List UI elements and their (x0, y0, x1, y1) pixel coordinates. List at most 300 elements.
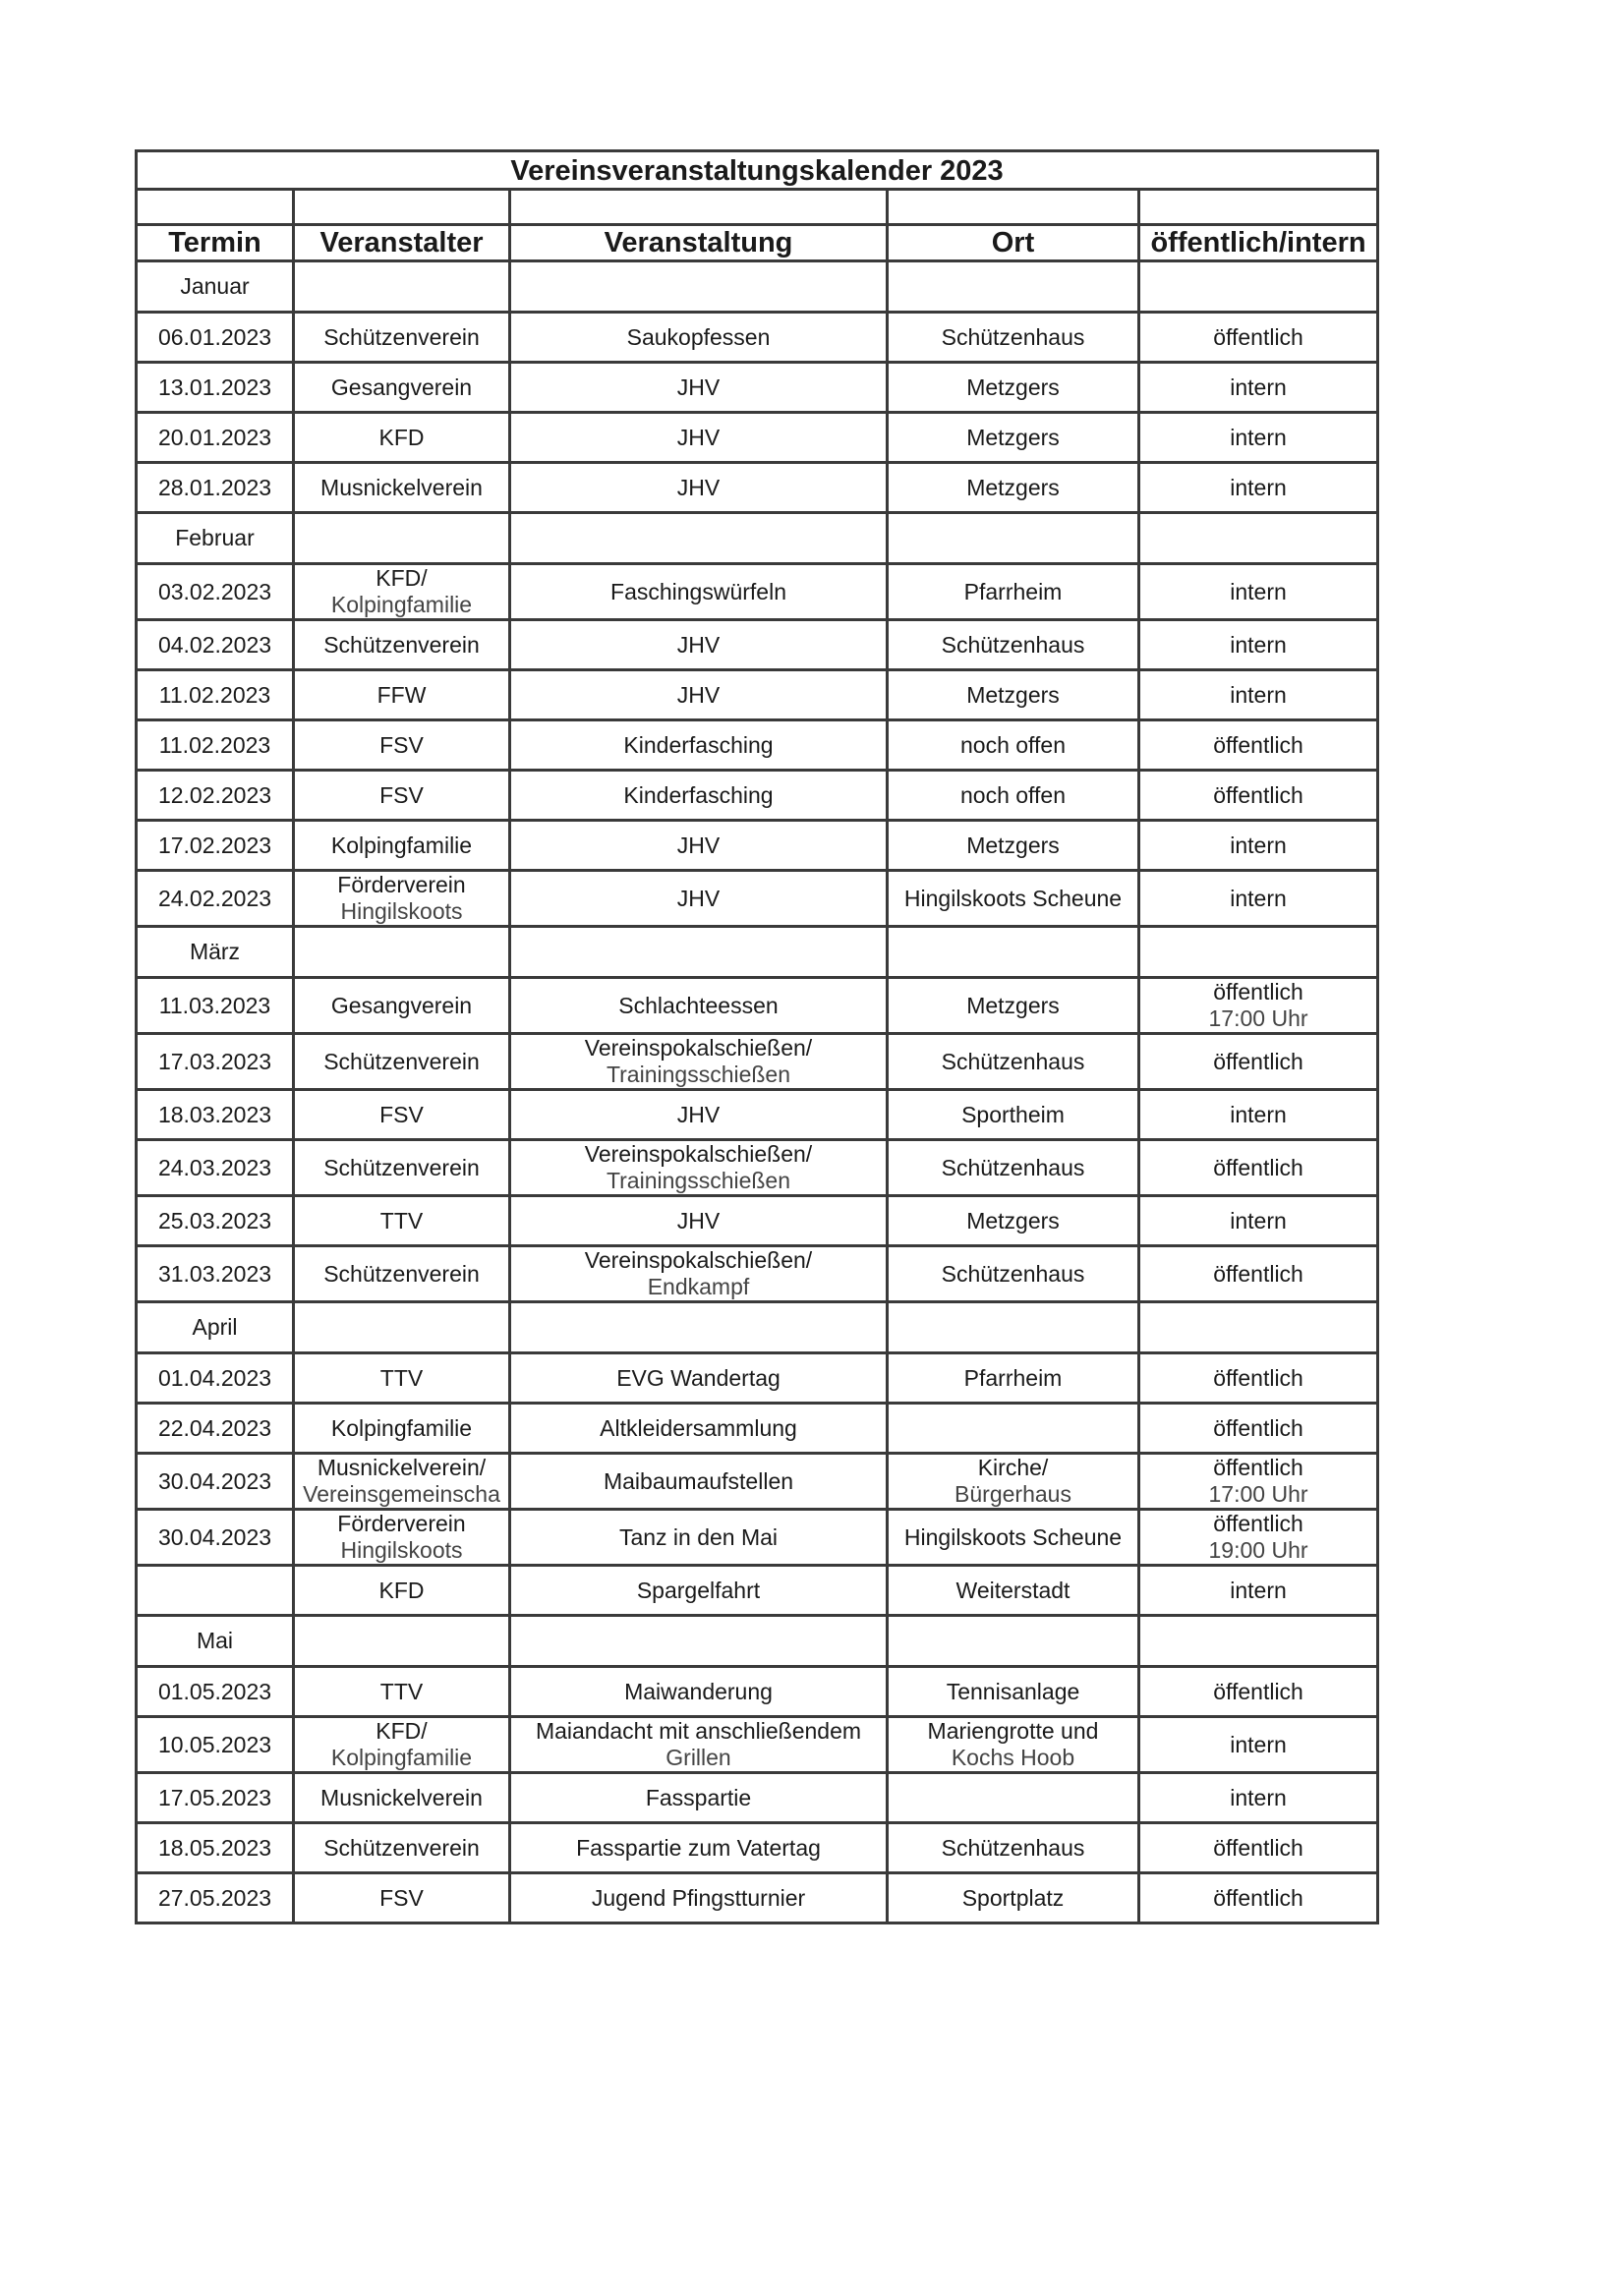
event-date: 27.05.2023 (137, 1873, 294, 1923)
event-name-line: JHV (676, 474, 721, 500)
event-organizer-line: Schützenverein (323, 1048, 480, 1074)
event-visibility (1139, 313, 1378, 363)
event-name (510, 1773, 888, 1823)
event-date: 31.03.2023 (137, 1246, 294, 1302)
event-organizer (294, 1090, 510, 1140)
event-organizer (294, 363, 510, 413)
event-organizer-line: Schützenverein (323, 631, 480, 658)
event-name-line: Trainingsschießen (606, 1168, 791, 1193)
event-visibility (1139, 821, 1378, 871)
event-date: 30.04.2023 (137, 1454, 294, 1510)
event-organizer-line: FSV (379, 731, 424, 758)
event-name-line: EVG Wandertag (616, 1364, 781, 1391)
event-name-line: Kinderfasching (623, 781, 774, 808)
event-visibility-line: öffentlich (1213, 1154, 1303, 1180)
empty-cell (1139, 1302, 1378, 1353)
event-location-line: noch offen (959, 781, 1066, 808)
event-visibility-line: intern (1230, 1577, 1287, 1603)
event-name-line: JHV (676, 885, 721, 911)
event-organizer-line: Musnickelverein/ (317, 1455, 487, 1480)
event-row (137, 313, 1378, 363)
event-name-line: JHV (676, 631, 721, 658)
event-row (137, 1353, 1378, 1404)
event-visibility (1139, 363, 1378, 413)
event-organizer-line: Gesangverein (330, 373, 473, 400)
event-location-line: Metzgers (966, 1207, 1060, 1234)
event-organizer (294, 670, 510, 720)
event-row (137, 1196, 1378, 1246)
event-name-line: Endkampf (647, 1274, 750, 1299)
event-visibility-line: öffentlich (1213, 1455, 1303, 1480)
event-visibility-line: öffentlich (1213, 1364, 1303, 1391)
month-row (137, 513, 1378, 564)
event-name (510, 363, 888, 413)
event-location-line: Metzgers (966, 474, 1060, 500)
event-date: 18.03.2023 (137, 1090, 294, 1140)
event-organizer-line: FSV (379, 781, 424, 808)
event-location (888, 1196, 1139, 1246)
event-visibility (1139, 720, 1378, 771)
event-organizer (294, 1196, 510, 1246)
event-visibility-line: 17:00 Uhr (1208, 1481, 1308, 1507)
empty-cell (510, 190, 888, 225)
empty-cell (137, 190, 294, 225)
event-row (137, 1034, 1378, 1090)
event-row (137, 413, 1378, 463)
event-date: 11.03.2023 (137, 978, 294, 1034)
event-visibility (1139, 771, 1378, 821)
event-organizer-line: Förderverein (337, 872, 466, 897)
empty-cell (888, 190, 1139, 225)
event-visibility (1139, 1717, 1378, 1773)
document-title: Vereinsveranstaltungskalender 2023 (137, 151, 1378, 190)
event-location (888, 1773, 1139, 1823)
event-location-line: Metzgers (966, 424, 1060, 450)
event-location-line: Schützenhaus (941, 1260, 1085, 1287)
empty-cell (1139, 1616, 1378, 1667)
event-location-line: Kirche/ (977, 1455, 1049, 1480)
event-row (137, 871, 1378, 927)
month-row (137, 261, 1378, 313)
event-organizer-line: KFD (378, 1577, 425, 1603)
event-row (137, 1140, 1378, 1196)
event-name (510, 1404, 888, 1454)
event-location (888, 1717, 1139, 1773)
event-visibility (1139, 1404, 1378, 1454)
event-location (888, 771, 1139, 821)
title-row (137, 151, 1378, 190)
event-name-line: Maibaumaufstellen (603, 1467, 794, 1494)
event-location-line: Pfarrheim (963, 578, 1063, 604)
event-name-line: Tanz in den Mai (618, 1523, 779, 1550)
empty-cell (294, 261, 510, 313)
event-name (510, 1717, 888, 1773)
event-organizer-line: FFW (376, 681, 427, 708)
event-location-line: Metzgers (966, 373, 1060, 400)
event-row (137, 1823, 1378, 1873)
event-visibility (1139, 871, 1378, 927)
event-visibility-line: 17:00 Uhr (1208, 1005, 1308, 1031)
event-location-line: Schützenhaus (941, 631, 1085, 658)
event-organizer (294, 1667, 510, 1717)
empty-cell (888, 1616, 1139, 1667)
event-name (510, 1196, 888, 1246)
event-visibility-line: intern (1230, 1784, 1287, 1810)
event-name-line: JHV (676, 832, 721, 858)
event-location-line: Sportplatz (961, 1884, 1065, 1911)
event-visibility (1139, 1823, 1378, 1873)
event-location (888, 313, 1139, 363)
event-location-line: Metzgers (966, 992, 1060, 1018)
event-organizer-line: Musnickelverein (320, 474, 483, 500)
event-location (888, 1454, 1139, 1510)
event-name (510, 1246, 888, 1302)
event-organizer-line: KFD/ (376, 1718, 428, 1744)
event-name (510, 871, 888, 927)
event-name-line: Maiwanderung (624, 1678, 773, 1704)
event-visibility-line: öffentlich (1213, 1414, 1303, 1441)
event-location-line: Pfarrheim (963, 1364, 1063, 1391)
event-organizer-line: TTV (379, 1364, 424, 1391)
event-date (137, 1566, 294, 1616)
event-visibility-line: intern (1230, 578, 1287, 604)
event-location (888, 463, 1139, 513)
event-location-line: Bürgerhaus (955, 1481, 1071, 1507)
event-date: 24.03.2023 (137, 1140, 294, 1196)
event-row (137, 1873, 1378, 1923)
event-name-line: Altkleidersammlung (600, 1414, 797, 1441)
event-name-line: Grillen (665, 1745, 731, 1770)
event-location (888, 413, 1139, 463)
event-organizer (294, 1823, 510, 1873)
event-name-line: JHV (676, 1101, 721, 1127)
event-date: 06.01.2023 (137, 313, 294, 363)
event-row (137, 363, 1378, 413)
event-organizer-line: Schützenverein (323, 1834, 480, 1861)
event-location (888, 1353, 1139, 1404)
event-name (510, 1090, 888, 1140)
event-visibility-line: öffentlich (1213, 1678, 1303, 1704)
empty-cell (888, 513, 1139, 564)
event-organizer-line: Musnickelverein (320, 1784, 483, 1810)
event-organizer (294, 821, 510, 871)
empty-cell (1139, 927, 1378, 978)
event-row (137, 1090, 1378, 1140)
event-row (137, 720, 1378, 771)
event-name-line: JHV (676, 424, 721, 450)
column-header-veranstaltung: Veranstaltung (510, 225, 888, 261)
event-visibility-line: öffentlich (1213, 781, 1303, 808)
event-location-line: Schützenhaus (941, 1834, 1085, 1861)
event-name (510, 821, 888, 871)
event-row (137, 620, 1378, 670)
event-organizer-line: FSV (379, 1101, 424, 1127)
event-date: 17.02.2023 (137, 821, 294, 871)
event-organizer (294, 871, 510, 927)
event-date: 12.02.2023 (137, 771, 294, 821)
month-row (137, 927, 1378, 978)
event-location (888, 978, 1139, 1034)
event-location (888, 1823, 1139, 1873)
event-name (510, 413, 888, 463)
event-organizer (294, 1034, 510, 1090)
event-location-line: Mariengrotte und (927, 1718, 1099, 1744)
event-date: 04.02.2023 (137, 620, 294, 670)
event-visibility-line: intern (1230, 424, 1287, 450)
event-organizer-line: FSV (379, 1884, 424, 1911)
event-visibility-line: 19:00 Uhr (1208, 1537, 1308, 1563)
event-location (888, 1034, 1139, 1090)
event-organizer (294, 1246, 510, 1302)
event-location (888, 821, 1139, 871)
column-header-ort: Ort (888, 225, 1139, 261)
event-organizer (294, 771, 510, 821)
event-visibility (1139, 978, 1378, 1034)
event-name-line: Kinderfasching (623, 731, 774, 758)
event-visibility-line: intern (1230, 1207, 1287, 1234)
event-row (137, 1667, 1378, 1717)
event-visibility-line: intern (1230, 1101, 1287, 1127)
event-date: 20.01.2023 (137, 413, 294, 463)
event-visibility-line: intern (1230, 832, 1287, 858)
event-location-line: Schützenhaus (941, 1048, 1085, 1074)
event-location (888, 1873, 1139, 1923)
month-label: April (137, 1302, 294, 1353)
event-name (510, 1823, 888, 1873)
empty-cell (510, 261, 888, 313)
empty-cell (294, 190, 510, 225)
event-name-line: Schlachteessen (618, 992, 779, 1018)
event-visibility (1139, 1566, 1378, 1616)
header-row (137, 225, 1378, 261)
event-name (510, 978, 888, 1034)
column-header-status: öffentlich/intern (1139, 225, 1378, 261)
event-visibility (1139, 1773, 1378, 1823)
empty-cell (510, 513, 888, 564)
event-location-line: Sportheim (961, 1101, 1065, 1127)
event-organizer (294, 1873, 510, 1923)
month-row (137, 1616, 1378, 1667)
event-name-line: Vereinspokalschießen/ (584, 1247, 813, 1273)
event-date: 30.04.2023 (137, 1510, 294, 1566)
event-date: 25.03.2023 (137, 1196, 294, 1246)
event-organizer (294, 1140, 510, 1196)
month-label: Februar (137, 513, 294, 564)
event-name (510, 670, 888, 720)
event-location-line: Metzgers (966, 681, 1060, 708)
event-visibility-line: öffentlich (1213, 1048, 1303, 1074)
event-visibility (1139, 1090, 1378, 1140)
event-name (510, 1454, 888, 1510)
event-visibility-line: intern (1230, 681, 1287, 708)
event-visibility (1139, 1873, 1378, 1923)
event-date: 17.03.2023 (137, 1034, 294, 1090)
event-location-line: Kochs Hoob (951, 1745, 1075, 1770)
event-organizer-line: TTV (379, 1207, 424, 1234)
event-name (510, 1566, 888, 1616)
event-visibility (1139, 1353, 1378, 1404)
event-visibility (1139, 670, 1378, 720)
event-date: 10.05.2023 (137, 1717, 294, 1773)
empty-cell (888, 927, 1139, 978)
spacer-row (137, 190, 1378, 225)
event-organizer-line: KFD (378, 424, 425, 450)
event-organizer (294, 1773, 510, 1823)
event-visibility (1139, 564, 1378, 620)
event-name-line: Fasspartie zum Vatertag (576, 1834, 821, 1861)
event-name (510, 463, 888, 513)
event-location (888, 564, 1139, 620)
event-date: 01.04.2023 (137, 1353, 294, 1404)
empty-cell (510, 1302, 888, 1353)
event-date: 22.04.2023 (137, 1404, 294, 1454)
event-name (510, 1667, 888, 1717)
event-visibility-line: öffentlich (1213, 1260, 1303, 1287)
event-name-line: Jugend Pfingstturnier (591, 1884, 806, 1911)
event-visibility (1139, 1140, 1378, 1196)
event-visibility-line: intern (1230, 885, 1287, 911)
event-visibility (1139, 1246, 1378, 1302)
event-calendar-table (135, 149, 1379, 1924)
event-visibility (1139, 1196, 1378, 1246)
event-organizer-line: Kolpingfamilie (330, 1414, 473, 1441)
event-name-line: Saukopfessen (626, 323, 771, 350)
event-organizer-line: Kolpingfamilie (330, 1745, 473, 1770)
event-name-line: Vereinspokalschießen/ (584, 1035, 813, 1061)
event-location (888, 1667, 1139, 1717)
event-visibility (1139, 620, 1378, 670)
column-header-termin: Termin (137, 225, 294, 261)
event-organizer (294, 313, 510, 363)
event-organizer (294, 1510, 510, 1566)
event-visibility (1139, 463, 1378, 513)
month-label: März (137, 927, 294, 978)
event-visibility-line: öffentlich (1213, 731, 1303, 758)
event-name (510, 1510, 888, 1566)
event-visibility (1139, 1034, 1378, 1090)
event-row (137, 1773, 1378, 1823)
event-name-line: Vereinspokalschießen/ (584, 1141, 813, 1167)
event-row (137, 670, 1378, 720)
event-row (137, 978, 1378, 1034)
event-organizer-line: Förderverein (337, 1511, 466, 1536)
event-organizer-line: Hingilskoots (340, 1537, 463, 1563)
event-visibility-line: öffentlich (1213, 979, 1303, 1004)
event-date: 11.02.2023 (137, 720, 294, 771)
event-location (888, 620, 1139, 670)
event-location-line: Schützenhaus (941, 323, 1085, 350)
event-name (510, 771, 888, 821)
event-name-line: JHV (676, 681, 721, 708)
event-visibility-line: öffentlich (1213, 1511, 1303, 1536)
empty-cell (294, 927, 510, 978)
event-location-line: Hingilskoots Scheune (903, 885, 1123, 911)
event-date: 13.01.2023 (137, 363, 294, 413)
empty-cell (294, 1616, 510, 1667)
event-date: 01.05.2023 (137, 1667, 294, 1717)
empty-cell (510, 1616, 888, 1667)
event-organizer-line: Gesangverein (330, 992, 473, 1018)
event-name (510, 1140, 888, 1196)
event-name-line: JHV (676, 1207, 721, 1234)
event-name (510, 620, 888, 670)
event-location (888, 363, 1139, 413)
event-organizer-line: Kolpingfamilie (330, 832, 473, 858)
event-date: 17.05.2023 (137, 1773, 294, 1823)
event-visibility-line: intern (1230, 631, 1287, 658)
event-organizer-line: Schützenverein (323, 1154, 480, 1180)
empty-cell (510, 927, 888, 978)
event-date: 28.01.2023 (137, 463, 294, 513)
month-row (137, 1302, 1378, 1353)
event-row (137, 1454, 1378, 1510)
event-organizer-line: TTV (379, 1678, 424, 1704)
event-visibility-line: intern (1230, 1731, 1287, 1757)
event-name (510, 313, 888, 363)
event-name (510, 1034, 888, 1090)
event-location (888, 1510, 1139, 1566)
event-row (137, 771, 1378, 821)
event-organizer (294, 720, 510, 771)
event-organizer-line: Kolpingfamilie (330, 592, 473, 617)
event-location (888, 1404, 1139, 1454)
event-visibility (1139, 1510, 1378, 1566)
event-organizer (294, 978, 510, 1034)
event-location-line: noch offen (959, 731, 1066, 758)
event-date: 03.02.2023 (137, 564, 294, 620)
event-visibility (1139, 1454, 1378, 1510)
event-location-line: Hingilskoots Scheune (903, 1523, 1123, 1550)
event-organizer (294, 564, 510, 620)
event-visibility-line: öffentlich (1213, 1884, 1303, 1911)
event-name-line: Fasspartie (645, 1784, 752, 1810)
event-visibility (1139, 413, 1378, 463)
empty-cell (1139, 261, 1378, 313)
event-name-line: Faschingswürfeln (610, 578, 786, 604)
event-organizer (294, 1566, 510, 1616)
empty-cell (888, 261, 1139, 313)
event-organizer-line: Schützenverein (323, 323, 480, 350)
event-organizer-line: Vereinsgemeinscha (303, 1481, 500, 1507)
column-header-veranstalter: Veranstalter (294, 225, 510, 261)
empty-cell (1139, 513, 1378, 564)
event-organizer-line: Schützenverein (323, 1260, 480, 1287)
event-row (137, 463, 1378, 513)
event-organizer (294, 1353, 510, 1404)
event-visibility (1139, 1667, 1378, 1717)
event-name-line: Trainingsschießen (606, 1062, 791, 1087)
event-visibility-line: öffentlich (1213, 1834, 1303, 1861)
empty-cell (294, 513, 510, 564)
event-location (888, 1090, 1139, 1140)
event-visibility-line: intern (1230, 474, 1287, 500)
event-location (888, 1246, 1139, 1302)
event-organizer (294, 1717, 510, 1773)
event-organizer-line: Hingilskoots (340, 898, 463, 924)
event-location (888, 720, 1139, 771)
event-date: 18.05.2023 (137, 1823, 294, 1873)
event-location (888, 670, 1139, 720)
event-name (510, 720, 888, 771)
event-location (888, 1566, 1139, 1616)
event-row (137, 1246, 1378, 1302)
event-organizer (294, 413, 510, 463)
event-organizer (294, 1454, 510, 1510)
event-visibility-line: intern (1230, 373, 1287, 400)
event-location-line: Metzgers (966, 832, 1060, 858)
event-date: 11.02.2023 (137, 670, 294, 720)
empty-cell (294, 1302, 510, 1353)
